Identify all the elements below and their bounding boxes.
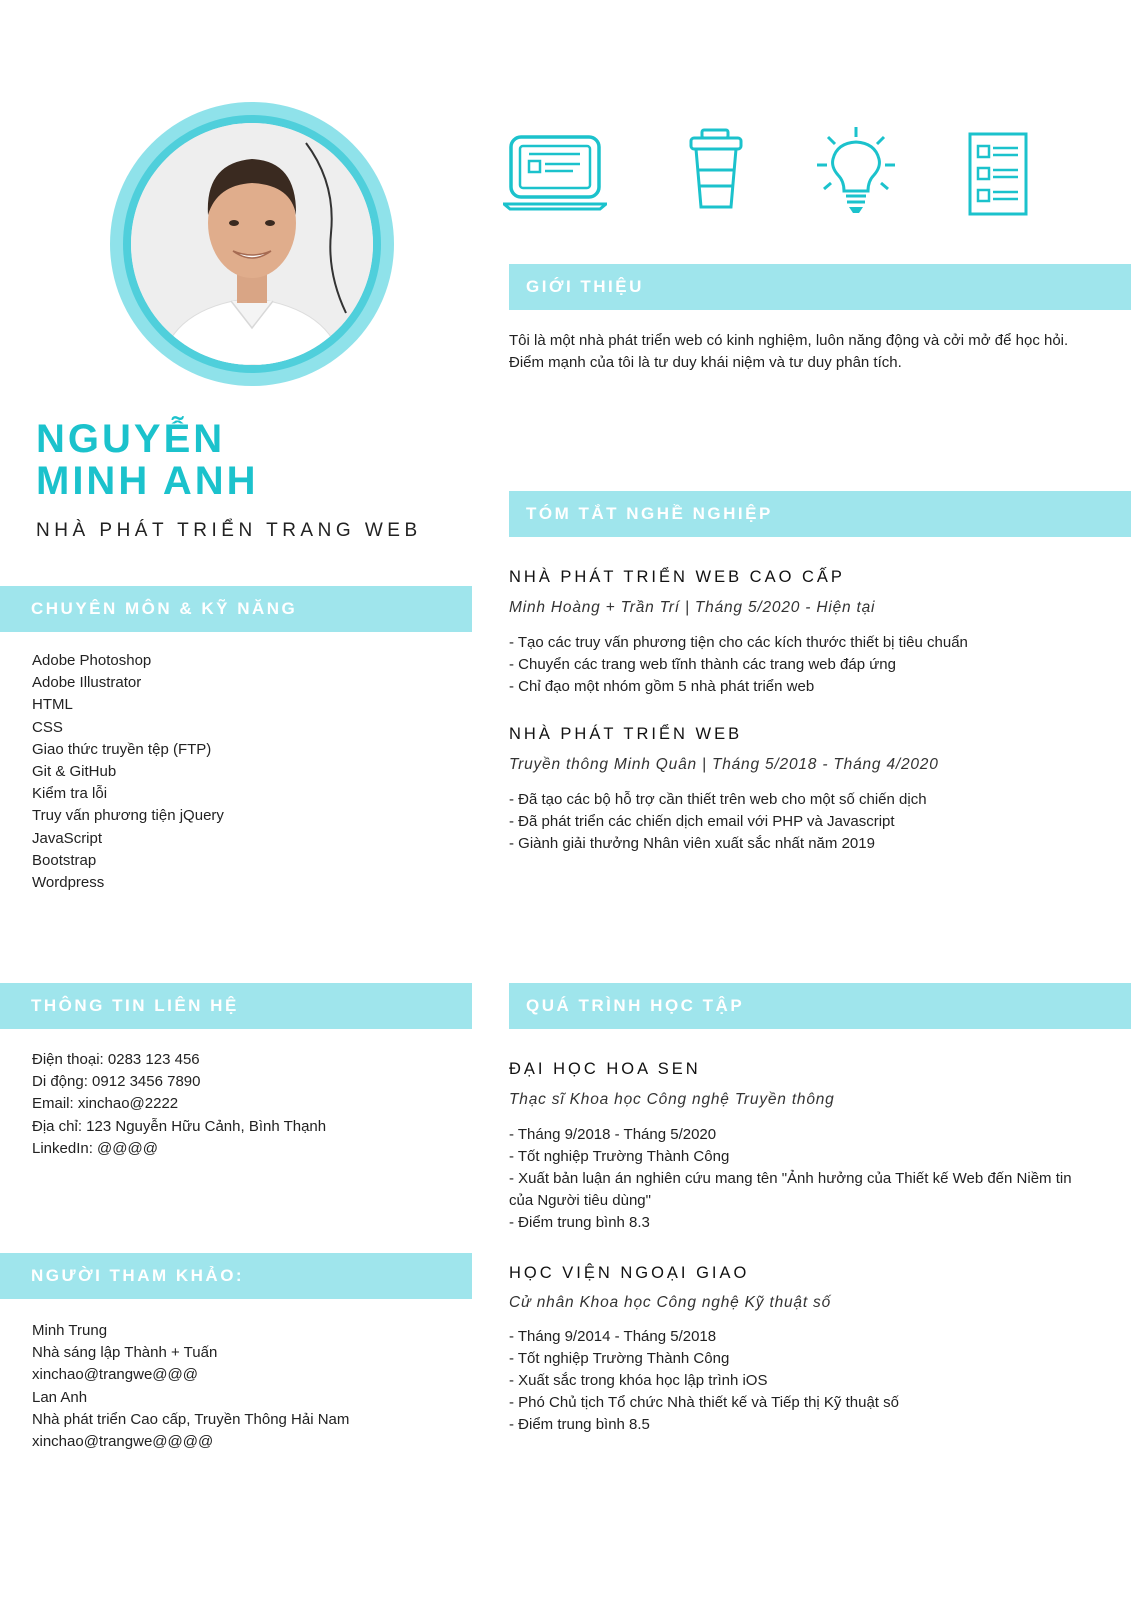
name-line-2: MINH ANH	[36, 459, 259, 503]
contact-mobile: Di động: 0912 3456 7890	[32, 1073, 201, 1091]
list-item: Adobe Illustrator	[32, 674, 142, 692]
list-item: - Tốt nghiệp Trường Thành Công	[509, 1350, 730, 1367]
list-item: Adobe Photoshop	[32, 652, 152, 669]
list-item: - Đã tạo các bộ hỗ trợ cần thiết trên web cho một số chiến dịch	[509, 791, 927, 808]
contact-heading: THÔNG TIN LIÊN HỆ	[0, 983, 472, 1029]
list-item: Wordpress	[32, 874, 105, 892]
contact-email: Email: xinchao@2222	[32, 1095, 179, 1113]
list-item: Lan Anh	[32, 1388, 88, 1406]
lightbulb-icon	[816, 125, 896, 215]
list-item: - Tháng 9/2018 - Tháng 5/2020	[509, 1126, 717, 1143]
candidate-role: NHÀ PHÁT TRIỂN TRANG WEB	[36, 520, 422, 541]
list-item: xinchao@trangwe@@@@	[32, 1433, 214, 1451]
name-line-1: NGUYỄN	[36, 417, 226, 461]
school-title: ĐẠI HỌC HOA SEN	[509, 1060, 701, 1078]
list-item: - Chỉ đạo một nhóm gồm 5 nhà phát triển web	[509, 678, 815, 695]
list-item: Bootstrap	[32, 851, 97, 869]
profile-photo-frame	[110, 102, 394, 386]
school-degree: Cử nhân Khoa học Công nghệ Kỹ thuật số	[509, 1294, 832, 1311]
list-item: HTML	[32, 696, 73, 714]
list-item: - Chuyển các trang web tĩnh thành các trang web đáp ứng	[509, 656, 896, 673]
references-list	[32, 1320, 349, 1453]
coffee-cup-icon	[688, 128, 744, 212]
school-title: HỌC VIỆN NGOẠI GIAO	[509, 1264, 750, 1282]
skills-list	[32, 650, 224, 894]
job-subtitle: Minh Hoàng + Trần Trí | Tháng 5/2020 - Hiện tại	[509, 599, 876, 616]
list-item: Minh Trung	[32, 1322, 108, 1339]
education-heading: QUÁ TRÌNH HỌC TẬP	[509, 983, 1131, 1029]
list-item: CSS	[32, 718, 63, 736]
candidate-name	[36, 418, 259, 502]
document-list-icon	[968, 132, 1028, 216]
intro-heading: GIỚI THIỆU	[509, 264, 1131, 310]
list-item: - Giành giải thưởng Nhân viên xuất sắc nhất năm 2019	[509, 835, 875, 852]
school-bullets	[509, 1124, 1084, 1234]
list-item: - Tháng 9/2014 - Tháng 5/2018	[509, 1328, 717, 1345]
references-heading: NGƯỜI THAM KHẢO:	[0, 1253, 472, 1299]
profile-photo	[131, 123, 373, 365]
job-title: NHÀ PHÁT TRIỂN WEB	[509, 725, 743, 743]
job-subtitle: Truyền thông Minh Quân | Tháng 5/2018 - Tháng 4/2020	[509, 756, 939, 773]
job-bullets	[509, 789, 1084, 855]
list-item: - Đã phát triển các chiến dịch email với PHP và Javascript	[509, 813, 895, 830]
contact-address: Địa chỉ: 123 Nguyễn Hữu Cảnh, Bình Thạnh	[32, 1117, 327, 1135]
contact-list	[32, 1049, 326, 1160]
intro-text: Tôi là một nhà phát triển web có kinh nghiệm, luôn năng động và cởi mở để học hỏi. Điểm mạnh của tôi là tư duy khái niệm và tư duy phân tích.	[509, 332, 1069, 371]
job-bullets	[509, 632, 1084, 698]
list-item: - Xuất sắc trong khóa học lập trình iOS	[509, 1372, 768, 1389]
list-item: Kiểm tra lỗi	[32, 785, 108, 803]
list-item: - Xuất bản luận án nghiên cứu mang tên "Ảnh hưởng của Thiết kế Web đến Niềm tin của Người tiêu dùng"	[509, 1170, 1072, 1209]
list-item: Giao thức truyền tệp (FTP)	[32, 740, 212, 758]
list-item: Truy vấn phương tiện jQuery	[32, 807, 224, 825]
list-item: Nhà phát triển Cao cấp, Truyền Thông Hải Nam	[32, 1410, 350, 1428]
job-title: NHÀ PHÁT TRIỂN WEB CAO CẤP	[509, 568, 845, 586]
contact-phone: Điện thoại: 0283 123 456	[32, 1051, 200, 1068]
career-heading: TÓM TẮT NGHỀ NGHIỆP	[509, 491, 1131, 537]
list-item: - Phó Chủ tịch Tổ chức Nhà thiết kế và Tiếp thị Kỹ thuật số	[509, 1394, 899, 1411]
school-degree: Thạc sĩ Khoa học Công nghệ Truyền thông	[509, 1091, 835, 1108]
list-item: JavaScript	[32, 829, 103, 847]
list-item: - Điểm trung bình 8.3	[509, 1214, 650, 1231]
laptop-icon	[503, 134, 607, 212]
list-item: - Điểm trung bình 8.5	[509, 1416, 650, 1433]
list-item: - Tốt nghiệp Trường Thành Công	[509, 1148, 730, 1165]
contact-linkedin: LinkedIn: @@@@	[32, 1139, 158, 1157]
list-item: Nhà sáng lập Thành + Tuấn	[32, 1344, 218, 1362]
list-item: xinchao@trangwe@@@	[32, 1366, 198, 1384]
school-bullets	[509, 1326, 1084, 1436]
list-item: Git & GitHub	[32, 763, 117, 781]
list-item: - Tạo các truy vấn phương tiện cho các kích thước thiết bị tiêu chuẩn	[509, 634, 968, 651]
skills-heading: CHUYÊN MÔN & KỸ NĂNG	[0, 586, 472, 632]
